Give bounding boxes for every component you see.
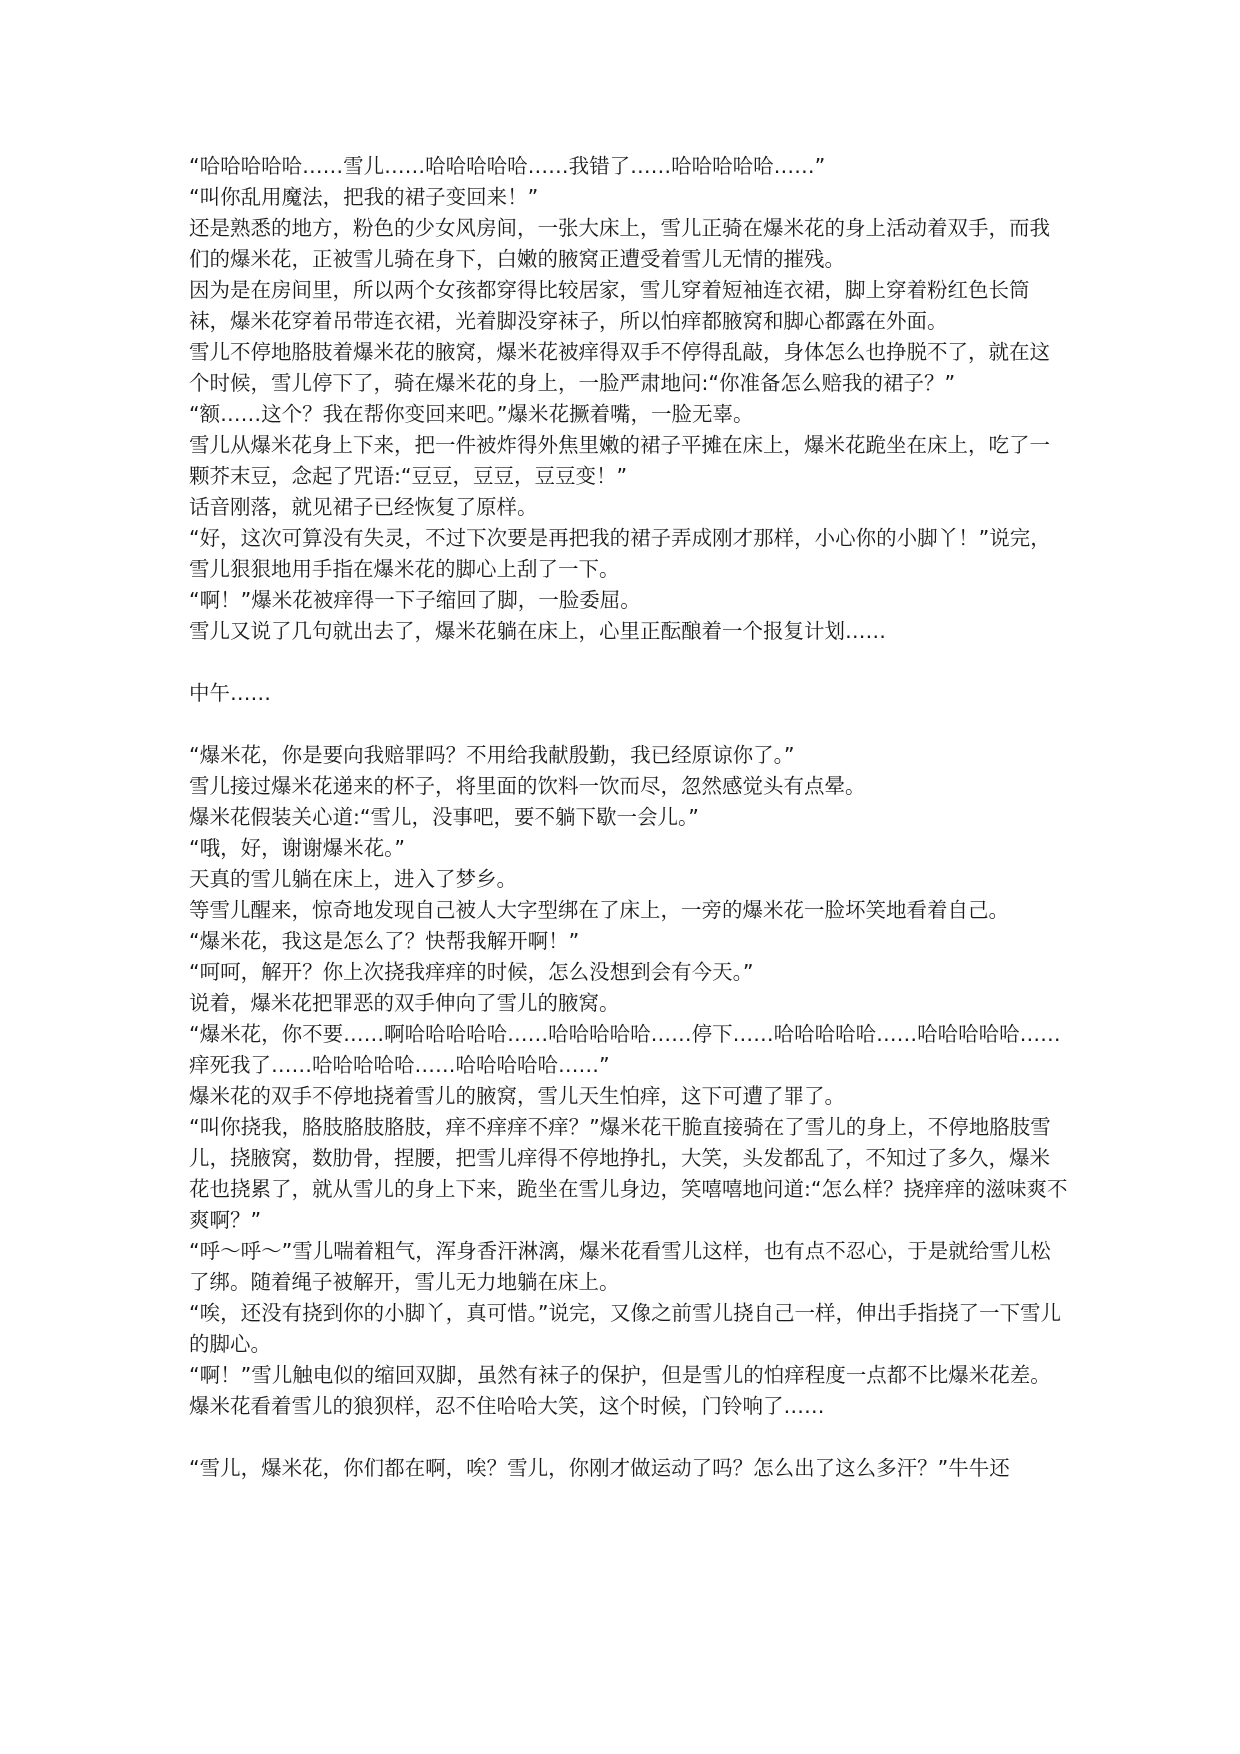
paragraph: 爆米花假装关心道:“雪儿，没事吧，要不躺下歇一会儿。” — [189, 805, 699, 829]
paragraph: 还是熟悉的地方，粉色的少女风房间，一张大床上，雪儿正骑在爆米花的身上活动着双手，而我们的爆米花，正被雪儿骑在身下，白嫩的腋窝正遭受着雪儿无情的摧残。 — [189, 216, 1050, 271]
paragraph: 雪儿从爆米花身上下来，把一件被炸得外焦里嫩的裙子平摊在床上，爆米花跪坐在床上，吃了一颗芥末豆，念起了咒语:“豆豆，豆豆，豆豆变！” — [189, 433, 1050, 488]
paragraph: 说着，爆米花把罪恶的双手伸向了雪儿的腋窝。 — [189, 991, 620, 1015]
paragraph: “额……这个？我在帮你变回来吧。”爆米花撅着嘴，一脸无辜。 — [189, 402, 754, 426]
paragraph: 等雪儿醒来，惊奇地发现自己被人大字型绑在了床上，一旁的爆米花一脸坏笑地看着自己。 — [189, 898, 1009, 922]
story-text — [189, 151, 1069, 1484]
paragraph: 雪儿接过爆米花递来的杯子，将里面的饮料一饮而尽，忽然感觉头有点晕。 — [189, 774, 866, 798]
paragraph: 因为是在房间里，所以两个女孩都穿得比较居家，雪儿穿着短袖连衣裙，脚上穿着粉红色长筒袜，爆米花穿着吊带连衣裙，光着脚没穿袜子，所以怕痒都腋窝和脚心都露在外面。 — [189, 278, 1030, 333]
paragraph: “呼～呼～”雪儿喘着粗气，浑身香汗淋漓，爆米花看雪儿这样，也有点不忍心，于是就给雪儿松了绑。随着绳子被解开，雪儿无力地躺在床上。 — [189, 1239, 1051, 1294]
paragraph: 雪儿不停地胳肢着爆米花的腋窝，爆米花被痒得双手不停得乱敲，身体怎么也挣脱不了，就在这个时候，雪儿停下了，骑在爆米花的身上，一脸严肃地问:“你准备怎么赔我的裙子？” — [189, 340, 1050, 395]
paragraph: “啊！”雪儿触电似的缩回双脚，虽然有袜子的保护，但是雪儿的怕痒程度一点都不比爆米花差。 — [189, 1363, 1051, 1387]
paragraph: “雪儿，爆米花，你们都在啊，唉？雪儿，你刚才做运动了吗？怎么出了这么多汗？”牛牛还 — [189, 1456, 1010, 1480]
paragraph: 天真的雪儿躺在床上，进入了梦乡。 — [189, 867, 517, 891]
paragraph: “呵呵，解开？你上次挠我痒痒的时候，怎么没想到会有今天。” — [189, 960, 754, 984]
paragraph: “唉，还没有挠到你的小脚丫，真可惜。”说完，又像之前雪儿挠自己一样，伸出手指挠了一下雪儿的脚心。 — [189, 1301, 1061, 1356]
paragraph: “爆米花，我这是怎么了？快帮我解开啊！” — [189, 929, 580, 953]
section-marker: 中午…… — [189, 681, 271, 705]
blank-line — [189, 1422, 1069, 1453]
paragraph: “叫你乱用魔法，把我的裙子变回来！” — [189, 185, 539, 209]
paragraph: “啊！”爆米花被痒得一下子缩回了脚，一脸委屈。 — [189, 588, 641, 612]
blank-line — [189, 647, 1069, 678]
paragraph: 爆米花看着雪儿的狼狈样，忍不住哈哈大笑，这个时候，门铃响了…… — [189, 1394, 825, 1418]
paragraph: “爆米花，你不要……啊哈哈哈哈哈……哈哈哈哈哈……停下……哈哈哈哈哈……哈哈哈哈哈……痒死我了……哈哈哈哈哈……哈哈哈哈哈……” — [189, 1022, 1061, 1077]
paragraph: “好，这次可算没有失灵，不过下次要是再把我的裙子弄成刚才那样，小心你的小脚丫！”说完，雪儿狠狠地用手指在爆米花的脚心上刮了一下。 — [189, 526, 1051, 581]
blank-line — [189, 709, 1069, 740]
paragraph: 爆米花的双手不停地挠着雪儿的腋窝，雪儿天生怕痒，这下可遭了罪了。 — [189, 1084, 845, 1108]
paragraph: “叫你挠我，胳肢胳肢胳肢，痒不痒痒不痒？”爆米花干脆直接骑在了雪儿的身上，不停地胳肢雪儿，挠腋窝，数肋骨，捏腰，把雪儿痒得不停地挣扎，大笑，头发都乱了，不知过了多久，爆米花也挠累了，就从雪儿的身上下来，跪坐在雪儿身边，笑嘻嘻地问道:“怎么样？挠痒痒的滋味爽不爽啊？” — [189, 1115, 1068, 1232]
paragraph: 雪儿又说了几句就出去了，爆米花躺在床上，心里正酝酿着一个报复计划…… — [189, 619, 886, 643]
paragraph: “哈哈哈哈哈……雪儿……哈哈哈哈哈……我错了……哈哈哈哈哈……” — [189, 154, 826, 178]
paragraph: “哦，好，谢谢爆米花。” — [189, 836, 405, 860]
paragraph: “爆米花，你是要向我赔罪吗？不用给我献殷勤，我已经原谅你了。” — [189, 743, 795, 767]
paragraph: 话音刚落，就见裙子已经恢复了原样。 — [189, 495, 538, 519]
